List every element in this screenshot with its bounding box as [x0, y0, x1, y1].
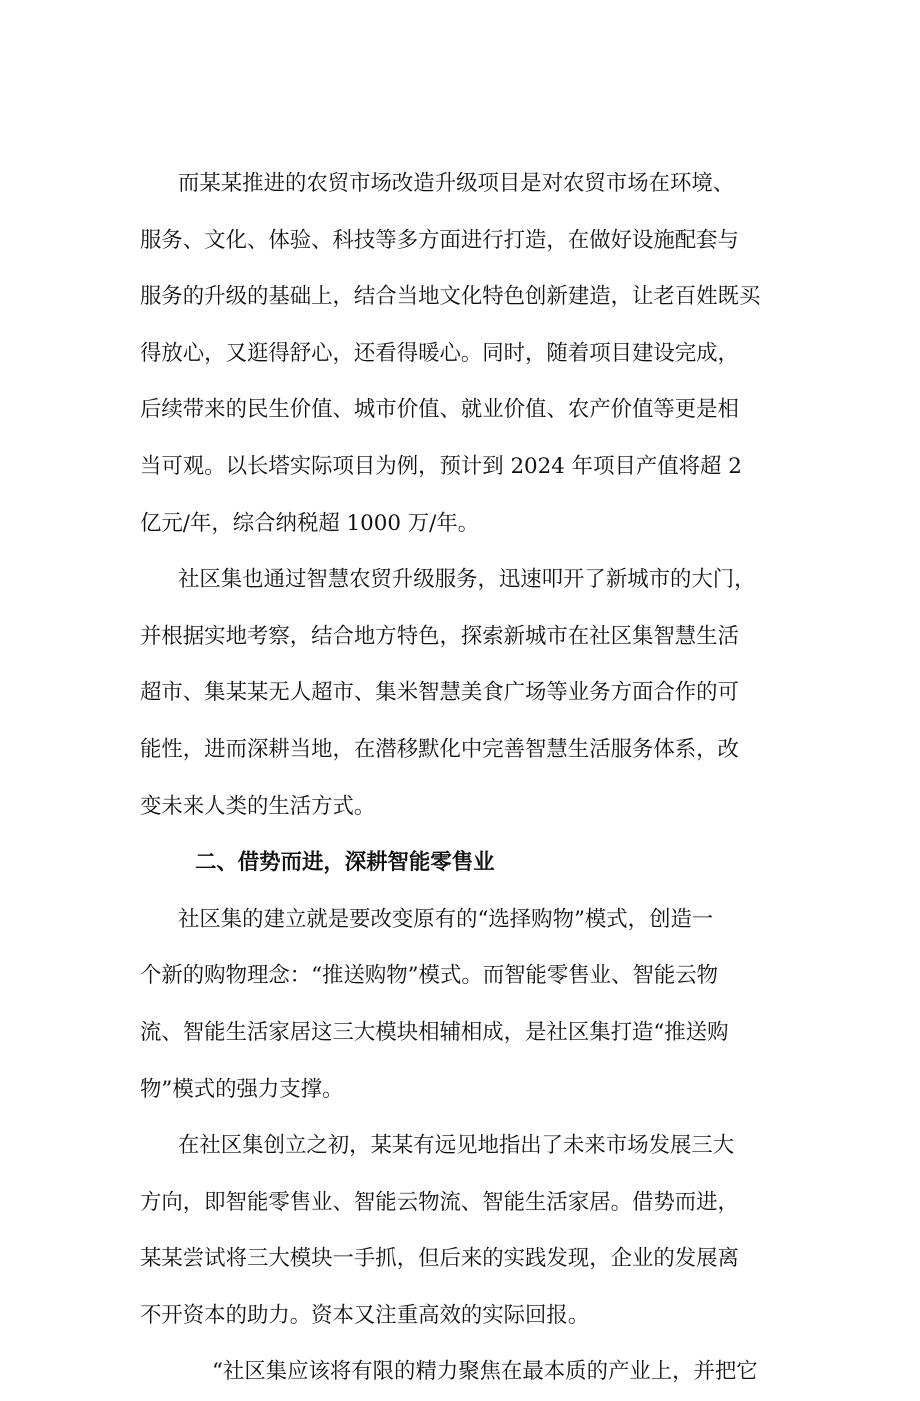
body-text	[140, 156, 805, 1401]
paragraph-line: “社区集应该将有限的精力聚焦在最本质的产业上，并把它	[212, 1359, 758, 1385]
paragraph-line: 而某某推进的农贸市场改造升级项目是对农贸市场在环境、	[178, 171, 735, 196]
paragraph-line: 社区集的建立就是要改变原有的“选择购物”模式，创造一	[178, 906, 714, 932]
paragraph-line: 物”模式的强力支撑。	[140, 1076, 344, 1102]
paragraph-line: 亿元/年，综合纳税超 1000 万/年。	[140, 510, 480, 536]
paragraph-line: 并根据实地考察，结合地方特色，探索新城市在社区集智慧生活	[140, 623, 739, 649]
paragraph-line: 个新的购物理念：“推送购物”模式。而智能零售业、智能云物	[140, 963, 719, 989]
paragraph-line: 能性，进而深耕当地，在潜移默化中完善智慧生活服务体系，改	[140, 736, 739, 762]
paragraph-line: 后续带来的民生价值、城市价值、就业价值、农产价值等更是相	[140, 397, 739, 423]
paragraph-line: 不开资本的助力。资本又注重高效的实际回报。	[140, 1302, 590, 1328]
paragraph-line: 得放心，又逛得舒心，还看得暖心。同时，随着项目建设完成，	[140, 340, 739, 366]
paragraph-line: 社区集也通过智慧农贸升级服务，迅速叩开了新城市的大门，	[178, 567, 756, 593]
paragraph-line: 变未来人类的生活方式。	[140, 793, 376, 819]
paragraph-line: 流、智能生活家居这三大模块相辅相成，是社区集打造“推送购	[140, 1019, 729, 1045]
paragraph-line: 方向，即智能零售业、智能云物流、智能生活家居。借势而进，	[140, 1189, 739, 1215]
section-heading: 二、借势而进，深耕智能零售业	[195, 850, 495, 876]
paragraph-line: 服务的升级的基础上，结合当地文化特色创新建造，让老百姓既买	[140, 284, 761, 310]
paragraph-line: 某某尝试将三大模块一手抓，但后来的实践发现，企业的发展离	[140, 1246, 739, 1272]
paragraph-line: 在社区集创立之初，某某有远见地指出了未来市场发展三大	[178, 1133, 735, 1159]
paragraph-line: 服务、文化、体验、科技等多方面进行打造，在做好设施配套与	[140, 227, 739, 253]
paragraph-line: 当可观。以长塔实际项目为例，预计到 2024 年项目产值将超 2	[140, 453, 742, 479]
paragraph-line: 超市、集某某无人超市、集米智慧美食广场等业务方面合作的可	[140, 680, 739, 706]
